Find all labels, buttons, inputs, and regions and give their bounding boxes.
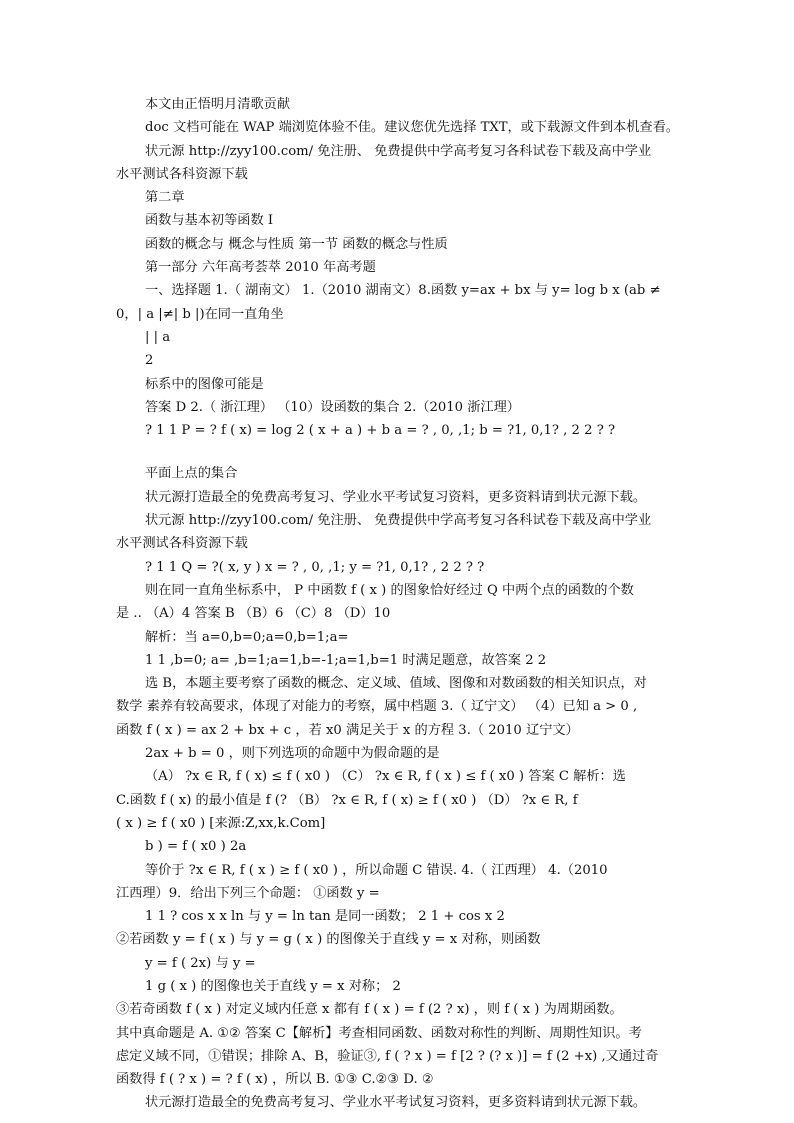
text-line: 第一部分 六年高考荟萃 2010 年高考题 <box>145 260 376 276</box>
text-line: 1 1 ? cos x x ln 与 y = ln tan 是同一函数； 2 1 + cos x 2 <box>145 909 505 925</box>
text-line: | | a <box>145 329 171 345</box>
text-line: 解析：当 a=0,b=0;a=0,b=1;a= <box>145 629 349 645</box>
text-line: （A） ?x ∈ R, f ( x) ≤ f ( x0 ) （C） ?x ∈ R, f ( x ) ≤ f ( x0 ) 答案 C 解析：选 <box>145 769 626 785</box>
text-line: 1 1 ,b=0; a= ,b=1;a=1,b=-1;a=1,b=1 时满足题意，故答案 2 2 <box>145 652 547 668</box>
text-line <box>116 442 691 462</box>
text-line: 选 B，本题主要考察了函数的概念、定义域、值域、图像和对数函数的相关知识点，对 <box>145 676 647 692</box>
text-line: ? 1 1 P = ? f ( x) = log 2 ( x + a ) + b a = ? , 0, ,1; b = ?1, 0,1? , 2 2 ? ? <box>145 423 616 439</box>
text-line: 江西理）9．给出下列三个命题： ①函数 y = <box>116 885 380 901</box>
text-line: 函数得 f ( ? x ) = ? f ( x) ，所以 B. ①③ C.②③ D. ② <box>116 1072 434 1088</box>
text-line: 0，| a |≠| b |)在同一直角坐 <box>116 306 284 322</box>
text-line: 状元源打造最全的免费高考复习、学业水平考试复习资料，更多资料请到状元源下载。 <box>145 489 647 505</box>
text-line: 1 g ( x ) 的图像也关于直线 y = x 对称； 2 <box>145 978 401 994</box>
text-line: 等价于 ?x ∈ R, f ( x ) ≥ f ( x0 ) ，所以命题 C 错误. 4.（ 江西理） 4.（2010 <box>145 862 608 878</box>
text-line: 状元源打造最全的免费高考复习、学业水平考试复习资料，更多资料请到状元源下载。 <box>145 1095 647 1111</box>
text-line: 函数 f ( x ) = ax 2 + bx + c ，若 x0 满足关于 x 的方程 3.（ 2010 辽宁文） <box>116 722 579 738</box>
text-line: 函数的概念与 概念与性质 第一节 函数的概念与性质 <box>145 236 448 252</box>
text-line: 状元源 http://zyy100.com/ 免注册、 免费提供中学高考复习各科试卷下载及高中学业 <box>145 513 652 529</box>
text-line: ( x ) ≥ f ( x0 ) [来源:Z,xx,k.Com] <box>116 815 326 831</box>
text-line: ②若函数 y = f ( x ) 与 y = g ( x ) 的图像关于直线 y = x 对称，则函数 <box>116 932 541 948</box>
text-line: ? 1 1 Q = ?( x, y ) x = ? , 0, ,1; y = ?1, 0,1? , 2 2 ? ? <box>145 559 485 575</box>
text-line: 标系中的图像可能是 <box>145 376 264 392</box>
text-line: 函数与基本初等函数 I <box>145 213 274 229</box>
text-line: 水平测试各科资源下载 <box>116 536 248 552</box>
document-body <box>116 93 691 1115</box>
text-line: 一、选择题 1.（ 湖南文） 1.（2010 湖南文）8.函数 y=ax + bx 与 y= log b x (ab ≠ <box>145 283 661 299</box>
text-line: 其中真命题是 A. ①② 答案 C【解析】考查相同函数、函数对称性的判断、周期性知识。考 <box>116 1025 642 1041</box>
text-line: 是 .. （A）4 答案 B （B）6 （C）8 （D）10 <box>116 606 391 622</box>
text-line: 第二章 <box>145 190 185 206</box>
text-line: 答案 D 2.（ 浙江理） （10）设函数的集合 2.（2010 浙江理） <box>145 399 520 415</box>
text-line: doc 文档可能在 WAP 端浏览体验不佳。建议您优先选择 TXT，或下载源文件到本机查看。 <box>145 120 679 136</box>
text-line: b ) = f ( x0 ) 2a <box>145 839 247 855</box>
text-line: 状元源 http://zyy100.com/ 免注册、 免费提供中学高考复习各科试卷下载及高中学业 <box>145 143 652 159</box>
text-line: 水平测试各科资源下载 <box>116 166 248 182</box>
text-line: 2ax + b = 0 ，则下列选项的命题中为假命题的是 <box>145 746 440 762</box>
text-line: 本文由正悟明月清歌贡献 <box>145 97 291 112</box>
text-line: 平面上点的集合 <box>145 466 238 482</box>
text-line: 虑定义域不同，①错误；排除 A、B，验证③, f ( ? x ) = f [2 ? (? x )] = f (2 +x) ,又通过奇 <box>116 1048 659 1064</box>
text-line: 2 <box>145 353 154 369</box>
text-line: C.函数 f ( x) 的最小值是 f (? （B） ?x ∈ R, f ( x) ≥ f ( x0 ) （D） ?x ∈ R, f <box>116 792 578 808</box>
text-line: 数学 素养有较高要求，体现了对能力的考察，属中档题 3.（ 辽宁文） （4）已知 a > 0 , <box>116 699 638 715</box>
text-line: ③若奇函数 f ( x ) 对定义域内任意 x 都有 f ( x ) = f (2 ? x) ，则 f ( x ) 为周期函数。 <box>116 1002 623 1018</box>
text-line: y = f ( 2x) 与 y = <box>145 955 256 971</box>
text-line: 则在同一直角坐标系中， P 中函数 f ( x ) 的图象恰好经过 Q 中两个点的函数的个数 <box>145 582 634 598</box>
